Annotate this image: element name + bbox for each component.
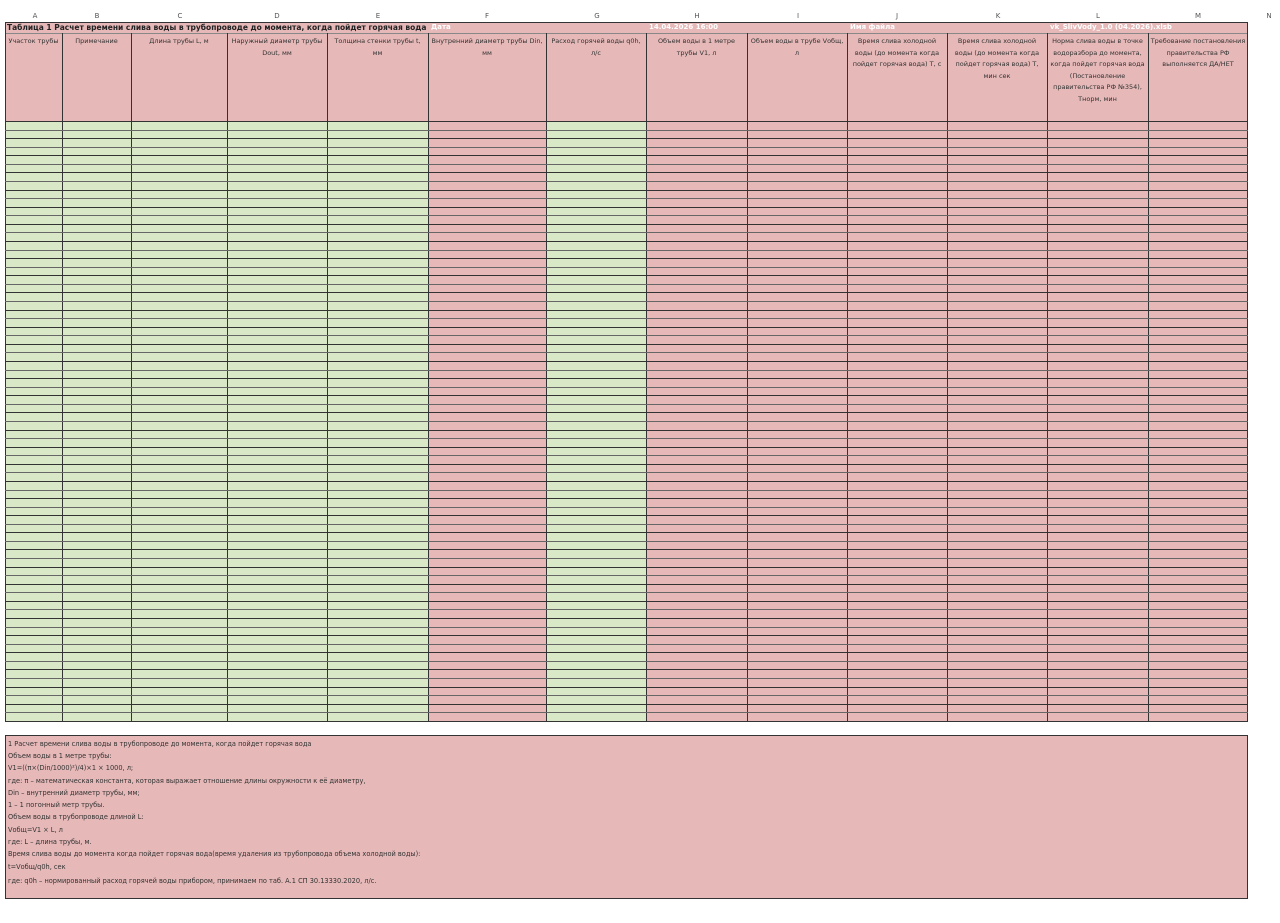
row-line <box>5 558 1248 559</box>
note-line: Объем воды в 1 метре трубы: <box>8 752 112 760</box>
row-line <box>5 464 1248 465</box>
row-line <box>5 515 1248 516</box>
column-letter-e[interactable]: E <box>375 12 381 20</box>
row-line <box>5 490 1248 491</box>
row-line <box>5 652 1248 653</box>
column-letter-j[interactable]: J <box>895 12 899 20</box>
row-line <box>5 412 1248 413</box>
row-line <box>5 678 1248 679</box>
row-line <box>5 147 1248 148</box>
row-line <box>5 207 1248 208</box>
grid-border-bottom <box>5 721 1248 722</box>
row-line <box>5 549 1248 550</box>
header-total-volume[interactable]: Объем воды в трубе Vобщ, л <box>750 37 844 57</box>
row-line <box>5 712 1248 713</box>
row-line <box>5 318 1248 319</box>
row-line <box>5 224 1248 225</box>
row-line <box>5 455 1248 456</box>
row-line <box>5 438 1248 439</box>
row-line <box>5 250 1248 251</box>
column-letter-c[interactable]: C <box>177 12 183 20</box>
row-line <box>5 430 1248 431</box>
row-line <box>5 258 1248 259</box>
row-line <box>5 635 1248 636</box>
note-line: где: q0h – нормированный расход горячей воды прибором, принимаем по таб. А.1 СП 30.13330.2020, л/с. <box>8 877 377 885</box>
row-line <box>5 241 1248 242</box>
note-line: где: π – математическая константа, которая выражает отношение длины окружности к её диаметру, <box>8 777 366 785</box>
row-line <box>5 130 1248 131</box>
row-line <box>5 481 1248 482</box>
row-line <box>5 704 1248 705</box>
row-line <box>5 695 1248 696</box>
row-line <box>5 592 1248 593</box>
header-wall-thickness[interactable]: Толщина стенки трубы t, мм <box>334 37 421 57</box>
row-line <box>5 404 1248 405</box>
grid-border-top <box>5 22 1248 23</box>
row-line <box>5 584 1248 585</box>
column-header-bar <box>0 12 1280 22</box>
filename-value[interactable]: vk_SlivVody_1.0 (04.2026).xlsb <box>1050 23 1172 31</box>
row-line <box>5 215 1248 216</box>
note-line: t=Vобщ/q0h, сек <box>8 863 66 871</box>
header-drain-time-seconds[interactable]: Время слива холодной воды (до момента когда пойдет горячая вода) T, с <box>852 37 942 68</box>
row-line <box>5 669 1248 670</box>
row-line <box>5 155 1248 156</box>
title-separator <box>5 33 1248 34</box>
row-line <box>5 267 1248 268</box>
header-inner-diameter[interactable]: Внутренний диаметр трубы Din, мм <box>431 37 543 57</box>
column-letter-f[interactable]: F <box>484 12 490 20</box>
row-line <box>5 327 1248 328</box>
row-line <box>5 627 1248 628</box>
header-outer-diameter[interactable]: Наружный диаметр трубы Dout, мм <box>231 37 323 57</box>
row-line <box>5 292 1248 293</box>
row-line <box>5 361 1248 362</box>
column-letter-a[interactable]: A <box>32 12 38 20</box>
column-letter-h[interactable]: H <box>694 12 700 20</box>
header-norm-time[interactable]: Норма слива воды в точке водоразбора до момента, когда пойдет горячая вода (Постановление правительства РФ №354), Tнорм, мин <box>1050 37 1145 103</box>
row-line <box>5 661 1248 662</box>
header-segment[interactable]: Участок трубы <box>8 37 59 45</box>
row-line <box>5 164 1248 165</box>
row-line <box>5 181 1248 182</box>
header-length[interactable]: Длина трубы L, м <box>149 37 209 45</box>
row-line <box>5 395 1248 396</box>
row-line <box>5 532 1248 533</box>
calculation-notes[interactable] <box>5 735 1248 899</box>
header-volume-per-meter[interactable]: Объем воды в 1 метре трубы V1, л <box>657 37 736 57</box>
column-letter-k[interactable]: K <box>995 12 1001 20</box>
date-value[interactable]: 14.04.2026 16:00 <box>649 23 719 31</box>
row-line <box>5 344 1248 345</box>
col-line-a <box>5 22 6 722</box>
column-letter-m[interactable]: M <box>1194 12 1202 20</box>
row-line <box>5 421 1248 422</box>
row-line <box>5 618 1248 619</box>
column-letter-d[interactable]: D <box>274 12 280 20</box>
header-requirement-met[interactable]: Требование постановления правительства РФ выполняется ДА/НЕТ <box>1150 37 1246 68</box>
row-line <box>5 284 1248 285</box>
row-line <box>5 472 1248 473</box>
date-label: Дата <box>431 23 451 31</box>
row-line <box>5 370 1248 371</box>
note-line: Vобщ=V1 × L, л <box>8 826 63 834</box>
row-line <box>5 335 1248 336</box>
row-line <box>5 275 1248 276</box>
header-hot-water-flow[interactable]: Расход горячей воды q0h, л/с <box>551 37 641 57</box>
row-line <box>5 541 1248 542</box>
row-line <box>5 172 1248 173</box>
row-line <box>5 507 1248 508</box>
note-line: Объем воды в трубопроводе длиной L: <box>8 813 144 821</box>
column-letter-g[interactable]: G <box>594 12 600 20</box>
row-line <box>5 352 1248 353</box>
note-line: 1 – 1 погонный метр трубы. <box>8 801 105 809</box>
header-drain-time-minsec[interactable]: Время слива холодной воды (до момента когда пойдет горячая вода) T, мин сек <box>954 37 1040 80</box>
column-letter-i[interactable]: I <box>796 12 800 20</box>
note-line: Din – внутренний диаметр трубы, мм; <box>8 789 140 797</box>
note-line: V1=((π×(Din/1000)²)/4)×1 × 1000, л; <box>8 764 134 772</box>
header-note[interactable]: Примечание <box>75 37 118 45</box>
header-bottom-border <box>5 121 1248 122</box>
row-line <box>5 138 1248 139</box>
row-line <box>5 190 1248 191</box>
column-letter-n[interactable]: N <box>1266 12 1272 20</box>
row-line <box>5 601 1248 602</box>
row-line <box>5 378 1248 379</box>
spreadsheet-grid[interactable] <box>0 22 1250 722</box>
row-line <box>5 524 1248 525</box>
row-line <box>5 498 1248 499</box>
table-title: Таблица 1 Расчет времени слива воды в трубопроводе до момента, когда пойдет горячая вода <box>7 23 427 32</box>
note-line: 1 Расчет времени слива воды в трубопроводе до момента, когда пойдет горячая вода <box>8 740 312 748</box>
note-line: где: L – длина трубы, м. <box>8 838 92 846</box>
row-line <box>5 447 1248 448</box>
note-line: Время слива воды до момента когда пойдет горячая вода(время удаления из трубопровода объема холодной воды): <box>8 850 421 858</box>
col-line-end <box>1247 22 1248 722</box>
row-line <box>5 387 1248 388</box>
row-line <box>5 310 1248 311</box>
row-line <box>5 198 1248 199</box>
row-line <box>5 575 1248 576</box>
row-line <box>5 567 1248 568</box>
row-line <box>5 644 1248 645</box>
column-letter-l[interactable]: L <box>1096 12 1100 20</box>
row-line <box>5 687 1248 688</box>
row-line <box>5 301 1248 302</box>
row-line <box>5 232 1248 233</box>
row-line <box>5 609 1248 610</box>
column-letter-b[interactable]: B <box>94 12 100 20</box>
filename-label: Имя файла <box>850 23 895 31</box>
